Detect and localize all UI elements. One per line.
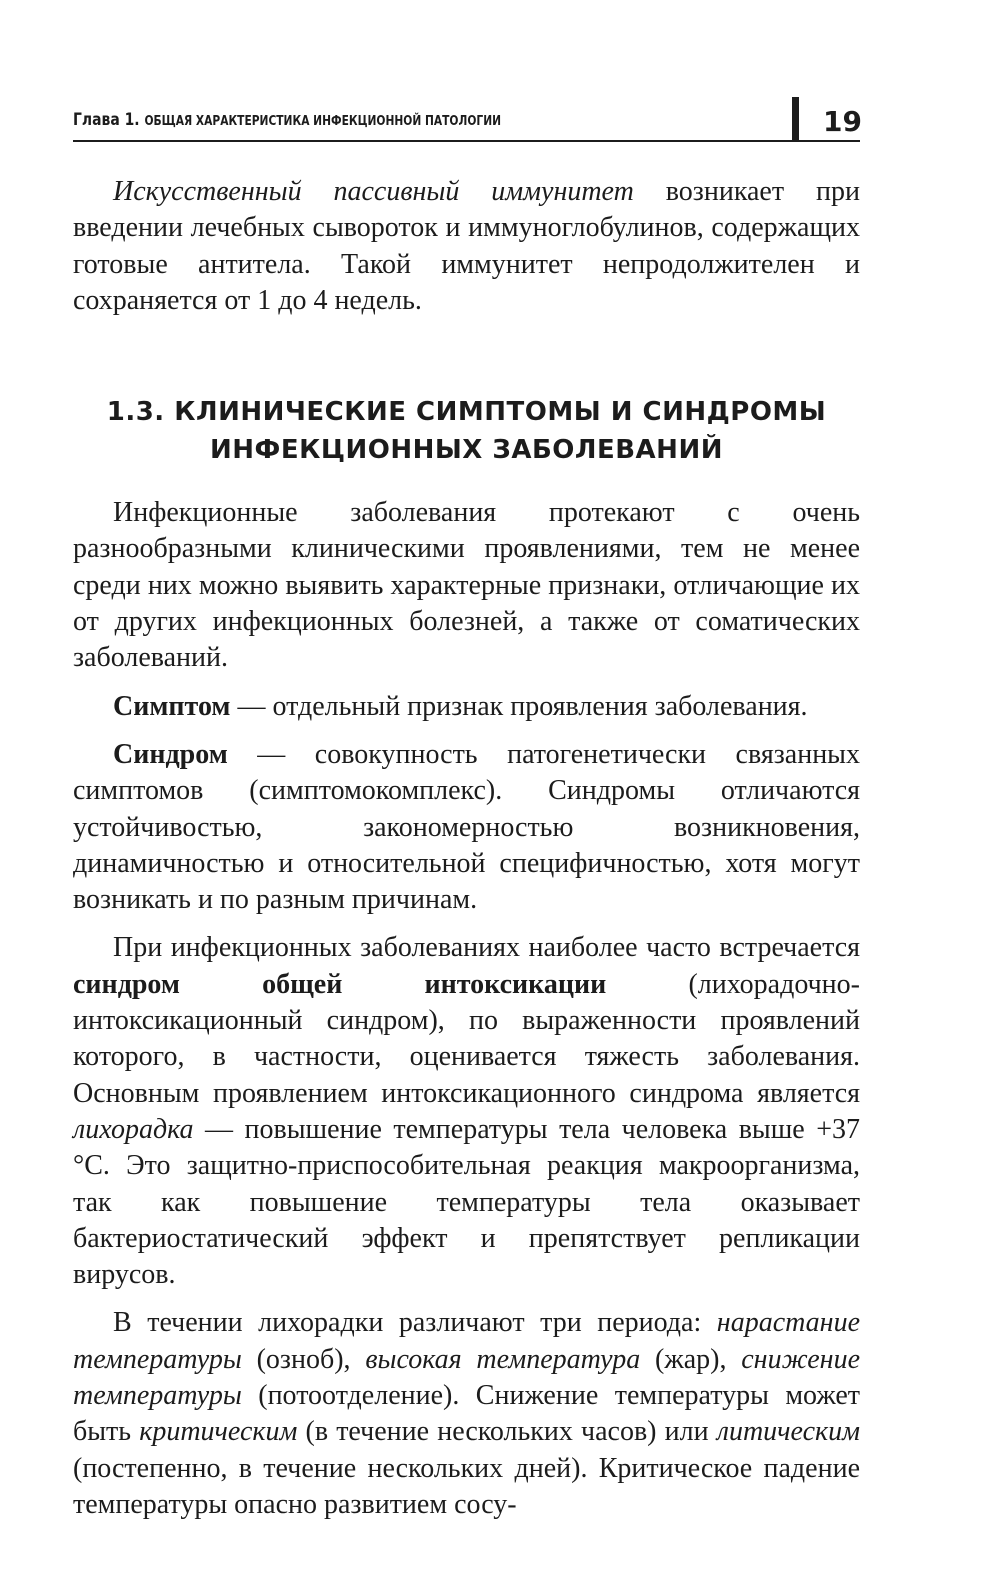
paragraph-text: (постепенно, в течение нескольких дней). Критическое падение температуры опасно развитием сосу- <box>73 1452 860 1520</box>
term-symptom: Симптом <box>113 690 231 722</box>
paragraph-text: — совокупность патогенетически связанных симптомов (симптомокомплекс). Синдромы отличаются устойчивостью, закономерностью возникновения, динамичностью и относительной специфичностью, хотя могут возникать и по разным причинам. <box>73 738 860 916</box>
paragraph-text: возникает при введении лечебных сывороток и иммуноглобулинов, содержащих готовые антитела. Такой иммунитет непродолжителен и сохраняется от 1 до 4 недель. <box>73 176 860 316</box>
paragraph-passive-immunity <box>73 174 860 319</box>
term-critical: критическим <box>139 1416 298 1448</box>
section-title-line-1: 1.3. КЛИНИЧЕСКИЕ СИМПТОМЫ И СИНДРОМЫ <box>106 397 827 428</box>
paragraph-syndrome <box>73 737 860 918</box>
chapter-title: ОБЩАЯ ХАРАКТЕРИСТИКА ИНФЕКЦИОННОЙ ПАТОЛОГИИ <box>144 114 502 129</box>
paragraph-text: (лихорадочно-интоксикационный синдром), по выраженности проявлений которого, в частности, оценивается тяжесть заболевания. Основным проявлением интоксикационного синдрома является <box>73 968 860 1109</box>
paragraph-text: В течении лихорадки различают три периода: <box>113 1307 717 1339</box>
term-intoxication-syndrome: синдром общей интоксикации <box>73 968 607 1000</box>
term-high-temperature: высокая температура <box>365 1343 641 1375</box>
paragraph-text: (в течение нескольких часов) или <box>297 1416 717 1448</box>
term-passive-immunity: Искусственный пассивный иммунитет <box>113 176 634 207</box>
paragraph-symptom <box>73 689 860 725</box>
main-text <box>73 174 860 1523</box>
paragraph-fever-periods <box>73 1305 860 1523</box>
paragraph-text: (потоотделение). Снижение температуры может быть <box>73 1380 860 1448</box>
running-head-text <box>73 110 501 130</box>
header-divider-bar <box>792 97 799 142</box>
running-header <box>73 104 860 142</box>
paragraph-intro: Инфекционные заболевания протекают с очень разнообразными клиническими проявлениями, тем не менее среди них можно выявить характерные признаки, отличающие их от других инфекционных болезней, а также от соматических заболеваний. <box>73 497 860 674</box>
section-title-line-2: ИНФЕКЦИОННЫХ ЗАБОЛЕВАНИЙ <box>210 435 723 466</box>
paragraph-text: При инфекционных заболеваниях наиболее часто встречается <box>113 932 860 964</box>
term-falling-temperature: снижение температуры <box>73 1343 860 1412</box>
paragraph-text: — отдельный признак проявления заболевания. <box>230 690 808 722</box>
page-number: 19 <box>823 105 862 138</box>
term-rising-temperature: нарастание температуры <box>73 1307 860 1375</box>
paragraph-text: — повышение температуры тела человека выше +37 °С. Это защитно-приспособительная реакция макроорганизма, так как повышение температуры тела оказывает бактериостатический эффект и препятствует репликации вирусов. <box>73 1113 860 1291</box>
term-lytic: литическим <box>716 1416 860 1448</box>
paragraph-intoxication <box>73 930 860 1293</box>
paragraph-text: (жар), <box>640 1343 742 1375</box>
term-fever: лихорадка <box>73 1113 194 1145</box>
section-title <box>73 393 860 469</box>
term-syndrome: Синдром <box>113 738 228 770</box>
paragraph-text: (озноб), <box>241 1343 366 1375</box>
chapter-label: Глава 1. <box>73 110 140 130</box>
